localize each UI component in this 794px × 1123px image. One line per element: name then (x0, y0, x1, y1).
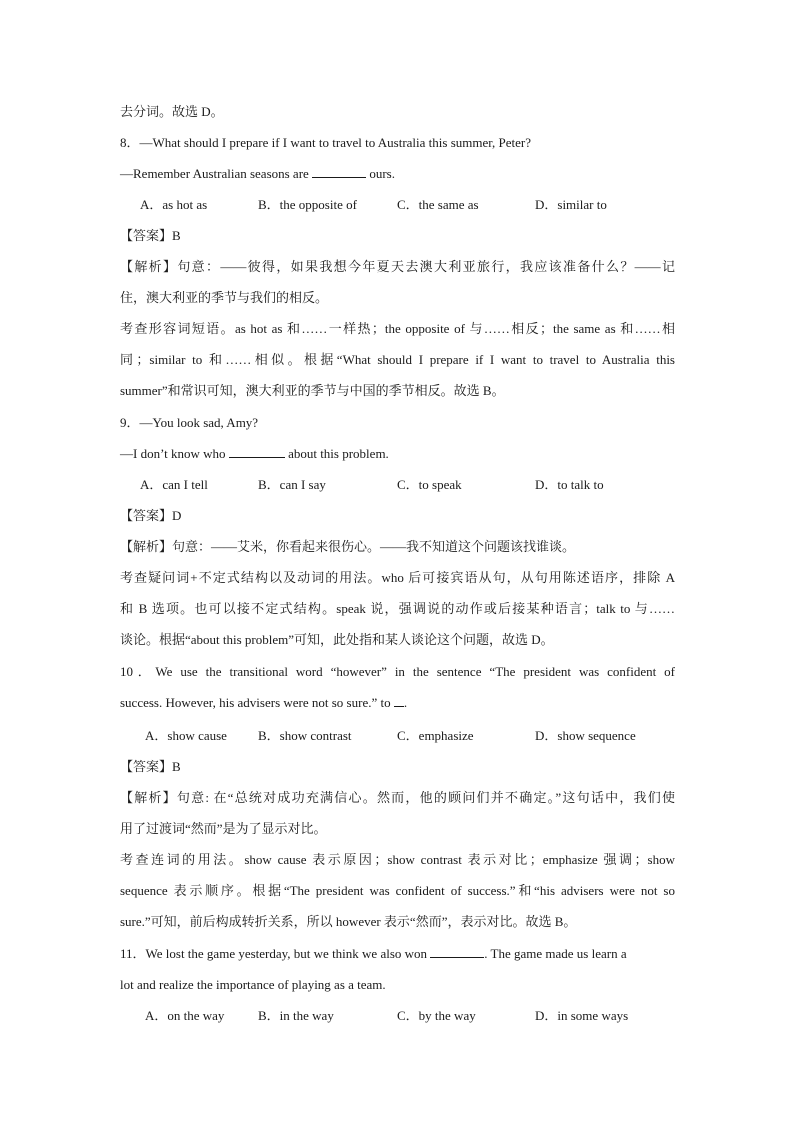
analysis-line: 同；similar to 和……相似。根据“What should I prepare if I want to travel to Australia this (120, 352, 675, 367)
question-10: 10．We use the transitional word “however” in the sentence “The president was confident of (120, 664, 675, 679)
option-c: C．by the way (397, 1008, 476, 1023)
answer-label: 【答案】B (120, 228, 181, 243)
analysis-line: 用了过渡词“然而”是为了显示对比。 (120, 821, 327, 836)
text-line: 去分词。故选 D。 (120, 104, 224, 119)
option-d: D．in some ways (535, 1008, 629, 1023)
analysis-line: 考查连词的用法。show cause 表示原因；show contrast 表示对比；emphasize 强调；show (120, 852, 675, 867)
answer-blank (394, 694, 404, 707)
text-fragment: success. However, his advisers were not so sure.” to (120, 695, 394, 710)
text-fragment: . (403, 695, 408, 710)
question-9-reply (120, 445, 675, 463)
analysis-line: 【解析】句意：——艾米，你看起来很伤心。——我不知道这个问题该找谁谈。 (120, 539, 576, 554)
question-8-reply (120, 165, 675, 183)
answer-label: 【答案】B (120, 759, 181, 774)
text-fragment: —I don’t know who (120, 446, 229, 461)
option-a: A．as hot as (140, 197, 208, 212)
option-b: B．can I say (258, 477, 326, 492)
answer-blank (312, 165, 366, 178)
answer-blank (229, 445, 285, 458)
text-fragment: about this problem. (284, 446, 389, 461)
question-8: 8．—What should I prepare if I want to travel to Australia this summer, Peter? (120, 135, 532, 150)
question-8-options (140, 196, 680, 214)
option-d: D．to talk to (535, 477, 604, 492)
option-a: A．on the way (145, 1008, 225, 1023)
text-fragment: ours. (366, 166, 395, 181)
text-fragment: 11．We lost the game yesterday, but we think we also won (120, 946, 431, 961)
analysis-line: 【解析】句意：——彼得，如果我想今年夏天去澳大利亚旅行，我应该准备什么？——记 (120, 259, 675, 274)
option-d: D．similar to (535, 197, 607, 212)
answer-label: 【答案】D (120, 508, 182, 523)
option-c: C．emphasize (397, 728, 474, 743)
analysis-line: 和 B 选项。也可以接不定式结构。speak 说，强调说的动作或后接某种语言；talk to 与…… (120, 601, 675, 616)
question-11-cont: lot and realize the importance of playing as a team. (120, 977, 386, 992)
question-11 (120, 945, 675, 963)
option-a: A．show cause (145, 728, 227, 743)
analysis-line: 住，澳大利亚的季节与我们的相反。 (120, 290, 329, 305)
option-a: A．can I tell (140, 477, 208, 492)
question-11-options (140, 1007, 680, 1025)
analysis-line: 【解析】句意: 在“总统对成功充满信心。然而，他的顾问们并不确定。”这句话中，我们使 (120, 790, 675, 805)
answer-blank (430, 945, 484, 958)
question-9: 9．—You look sad, Amy? (120, 415, 259, 430)
option-d: D．show sequence (535, 728, 636, 743)
option-c: C．the same as (397, 197, 479, 212)
analysis-line: sure.”可知，前后构成转折关系，所以 however 表示“然而”，表示对比。故选 B。 (120, 914, 577, 929)
option-b: B．in the way (258, 1008, 334, 1023)
text-fragment: —Remember Australian seasons are (120, 166, 313, 181)
question-10-options (140, 727, 680, 745)
text-fragment: . The game made us learn a (484, 946, 627, 961)
option-c: C．to speak (397, 477, 462, 492)
analysis-line: 考查疑问词+不定式结构以及动词的用法。who 后可接宾语从句，从句用陈述语序，排除 A (120, 570, 675, 585)
analysis-line: summer”和常识可知，澳大利亚的季节与中国的季节相反。故选 B。 (120, 383, 505, 398)
option-b: B．the opposite of (258, 197, 357, 212)
question-9-options (140, 476, 680, 494)
question-10-cont (120, 694, 675, 712)
option-b: B．show contrast (258, 728, 352, 743)
analysis-line: 考查形容词短语。as hot as 和……一样热；the opposite of 与……相反；the same as 和……相 (120, 321, 675, 336)
analysis-line: sequence 表示顺序。根据“The president was confident of success.”和“his advisers were not so (120, 883, 675, 898)
analysis-line: 谈论。根据“about this problem”可知，此处指和某人谈论这个问题，故选 D。 (120, 632, 554, 647)
